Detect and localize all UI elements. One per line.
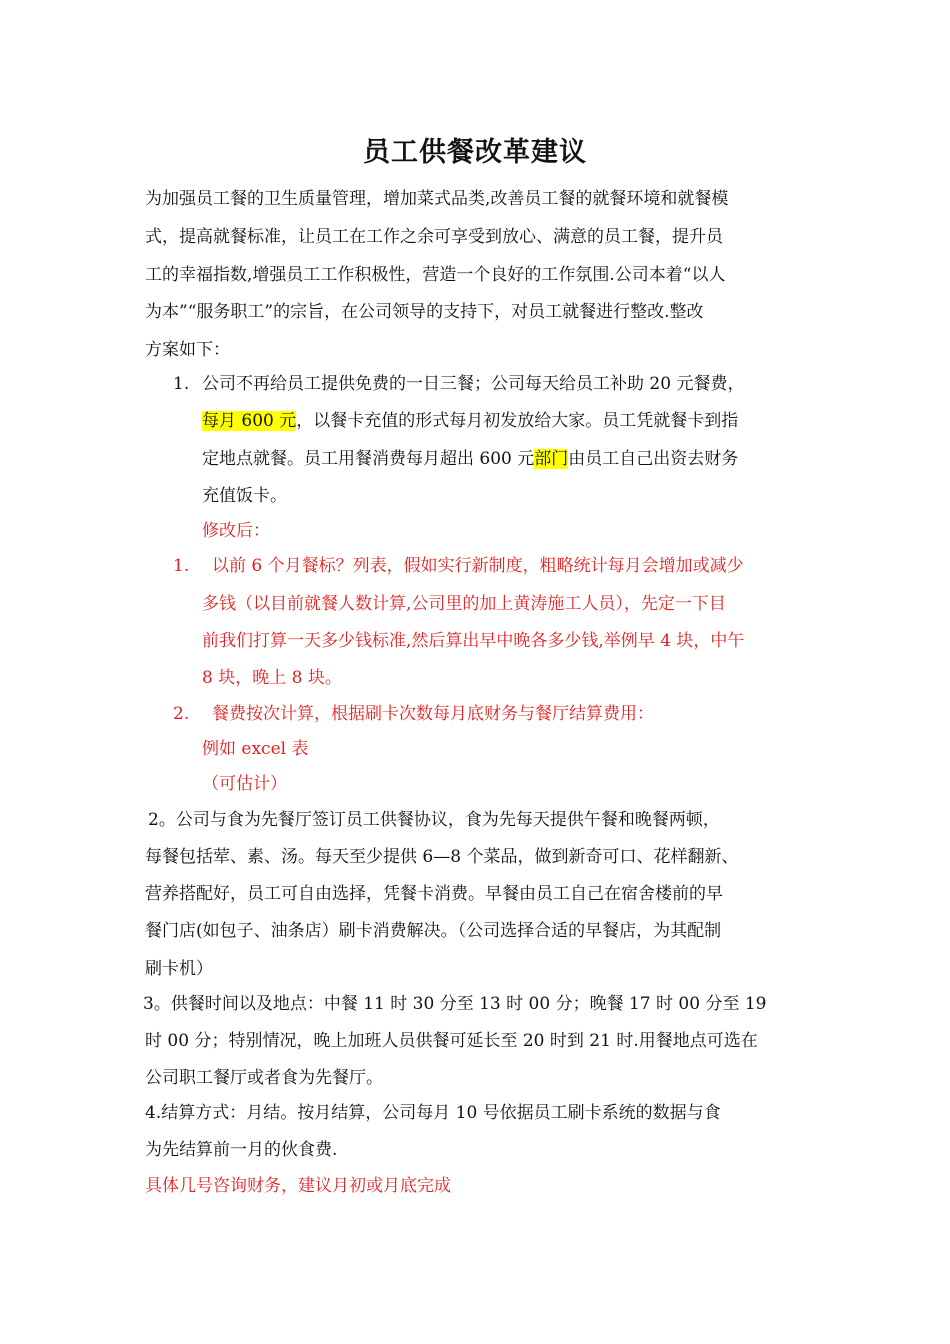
item-1-line: [202, 447, 738, 471]
revision-1-line: 8 块，晚上 8 块。: [202, 668, 342, 688]
highlight-text: 部门: [534, 449, 569, 469]
item-2-line: 2。公司与食为先餐厅签订员工供餐协议，食为先每天提供午餐和晚餐两顿，: [148, 810, 720, 830]
revision-1-number: 1.: [173, 556, 190, 576]
revision-label: 修改后：: [202, 521, 270, 541]
intro-line: 式，提高就餐标准，让员工在工作之余可享受到放心、满意的员工餐，提升员: [145, 227, 723, 247]
revision-1-line: 以前 6 个月餐标？列表，假如实行新制度，粗略统计每月会增加或减少: [212, 556, 744, 576]
intro-line: 为加强员工餐的卫生质量管理，增加菜式品类,改善员工餐的就餐环境和就餐模: [145, 189, 729, 209]
item-1-text: 由员工自己出资去财务: [568, 449, 739, 469]
item-2-line: 每餐包括荤、素、汤。每天至少提供 6—8 个菜品，做到新奇可口、花样翻新、: [145, 847, 739, 867]
item-1-line: 公司不再给员工提供免费的一日三餐；公司每天给员工补助 20 元餐费，: [202, 374, 745, 394]
item-2-line: 刷卡机）: [145, 959, 213, 979]
finance-note: 具体几号咨询财务，建议月初或月底完成: [145, 1176, 451, 1196]
highlight-text: 每月 600 元: [202, 411, 297, 431]
revision-1-line: 前我们打算一天多少钱标准,然后算出早中晚各多少钱,举例早 4 块，中午: [202, 631, 745, 651]
item-1-number: 1.: [173, 374, 190, 394]
item-3-line: 公司职工餐厅或者食为先餐厅。: [145, 1068, 383, 1088]
item-4-line: 为先结算前一月的伙食费.: [145, 1140, 338, 1160]
intro-line: 工的幸福指数,增强员工工作积极性，营造一个良好的工作氛围.公司本着“以人: [145, 265, 726, 285]
revision-example: 例如 excel 表: [202, 739, 309, 759]
item-4-line: 4.结算方式：月结。按月结算，公司每月 10 号依据员工刷卡系统的数据与食: [145, 1103, 721, 1123]
intro-line: 方案如下：: [145, 340, 230, 360]
item-3-line: 时 00 分；特别情况，晚上加班人员供餐可延长至 20 时到 21 时.用餐地点可选在: [145, 1031, 758, 1051]
item-2-line: 营养搭配好，员工可自由选择，凭餐卡消费。早餐由员工自己在宿舍楼前的早: [145, 884, 723, 904]
item-1-text: ，以餐卡充值的形式每月初发放给大家。员工凭就餐卡到指: [296, 411, 739, 431]
revision-2-number: 2.: [173, 704, 190, 724]
revision-estimate: （可估计）: [202, 774, 287, 794]
item-2-line: 餐门店(如包子、油条店）刷卡消费解决。（公司选择合适的早餐店，为其配制: [145, 921, 722, 941]
document-title: 员工供餐改革建议: [363, 137, 587, 168]
item-1-line: 充值饭卡。: [202, 486, 287, 506]
item-1-text: 定地点就餐。员工用餐消费每月超出 600 元: [202, 449, 535, 469]
revision-2-line: 餐费按次计算，根据刷卡次数每月底财务与餐厅结算费用：: [212, 704, 654, 724]
item-1-line: [202, 409, 738, 433]
item-3-line: 3。供餐时间以及地点：中餐 11 时 30 分至 13 时 00 分；晚餐 17 时 00 分至 19: [143, 994, 767, 1014]
intro-line: 为本”“服务职工”的宗旨，在公司领导的支持下，对员工就餐进行整改.整改: [145, 302, 704, 322]
revision-1-line: 多钱（以目前就餐人数计算,公司里的加上黄涛施工人员），先定一下目: [202, 594, 726, 614]
